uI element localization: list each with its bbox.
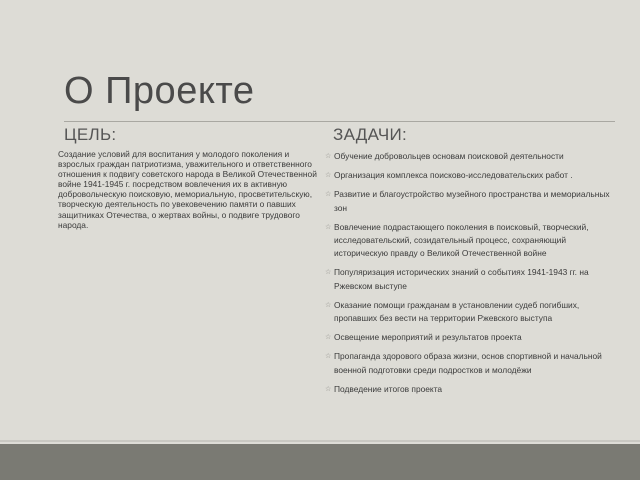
task-text: Обучение добровольцев основам поисковой деятельности [334,151,564,161]
slide-title: О Проекте [64,70,255,112]
star-bullet-icon: ☆ [325,172,332,180]
star-bullet-icon: ☆ [325,301,332,309]
task-text: Оказание помощи гражданам в установлении судеб погибших, пропавших без вести на территории Ржевского выступа [334,299,580,324]
list-item [325,350,617,376]
star-bullet-icon: ☆ [325,223,332,231]
goal-heading: ЦЕЛЬ: [64,125,117,144]
footer-divider [0,440,640,442]
task-text: Популяризация исторических знаний о событиях 1941-1943 гг. на Ржевском выступе [334,267,589,291]
task-text: Подведение итогов проекта [334,383,443,394]
list-item [325,169,617,182]
list-item [325,188,617,214]
task-text: Организация комплекса поисково-исследовательских работ . [334,170,573,181]
list-item [325,221,617,261]
tasks-list [325,150,617,402]
goal-text: Создание условий для воспитания у молодого поколения и взрослых граждан патриотизма, уважительного и ответственного отношения к подвигу советского народа в Великой Отечественной войне 1941-1945 г. посредством вовлечения их в активную добровольческую поисковую, мемориальную, просветительскую, творческую деятельность по увековечению памяти о павших защитниках Отечества, о жертвах войны, о подвиге трудового народа. [58,149,317,230]
star-bullet-icon: ☆ [325,334,332,342]
tasks-heading: ЗАДАЧИ: [333,125,408,144]
footer-band [0,444,640,480]
task-text: Вовлечение подрастающего поколения в поисковый, творческий, исследовательский, созидательный процесс, сохраняющий историческую правду о Великой Отечественной войне [334,221,589,259]
list-item [325,383,617,396]
title-divider [64,121,615,122]
star-bullet-icon: ☆ [325,191,332,199]
star-bullet-icon: ☆ [325,385,332,393]
list-item [325,266,617,292]
task-text: Пропаганда здорового образа жизни, основ спортивной и начальной военной подготовки среди подростков и молодёжи [334,351,602,375]
star-bullet-icon: ☆ [325,153,332,160]
list-item [325,299,617,325]
star-bullet-icon: ☆ [325,269,332,277]
list-item [325,331,617,344]
list-item [325,150,617,163]
task-text: Развитие и благоустройство музейного пространства и мемориальных зон [334,189,610,213]
star-bullet-icon: ☆ [325,353,332,361]
task-text: Освещение мероприятий и результатов проекта [334,332,522,343]
